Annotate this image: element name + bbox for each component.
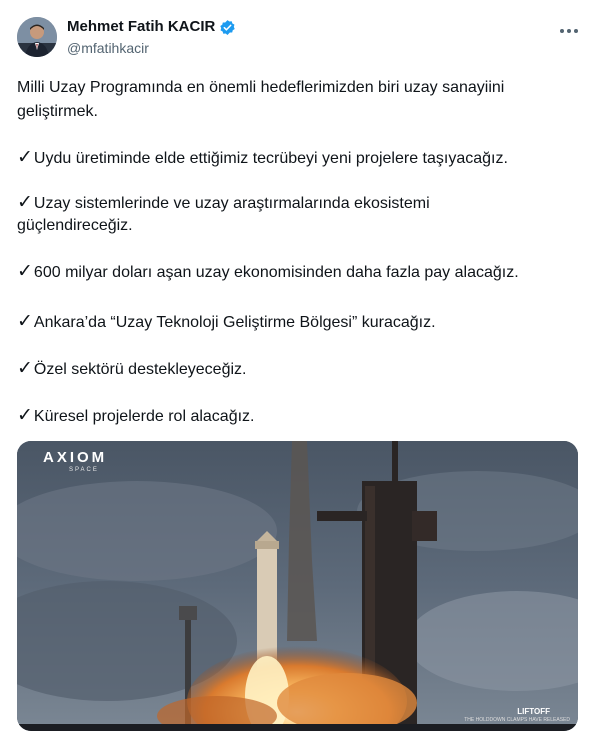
check-icon: ✓ — [17, 404, 33, 426]
list-item-text: Uzay sistemlerinde ve uzay araştırmalarında ekosistemi — [33, 195, 430, 212]
author-handle[interactable]: @mfatihkacir — [67, 40, 149, 56]
media-logo: AXIOM — [43, 449, 108, 466]
tweet-header — [17, 17, 583, 61]
more-options-icon[interactable] — [557, 21, 581, 41]
list-item-continuation: güçlendireceğiz. — [17, 217, 133, 234]
verified-badge-icon — [219, 19, 236, 36]
list-item-text: Uydu üretiminde elde ettiğimiz tecrübeyi yeni projelere taşıyacağız. — [33, 150, 508, 167]
list-item — [17, 190, 430, 216]
rocket-launch-image — [17, 441, 578, 731]
list-item — [17, 145, 508, 171]
list-item-text: Özel sektörü destekleyeceğiz. — [33, 361, 247, 378]
check-icon: ✓ — [17, 260, 33, 282]
media-logo-sub: SPACE — [69, 467, 99, 473]
list-item-text: Ankara’da “Uzay Teknoloji Geliştirme Bölgesi” kuracağız. — [33, 314, 436, 331]
list-item-text: 600 milyar doları aşan uzay ekonomisinden daha fazla pay alacağız. — [33, 264, 519, 281]
media-overlay-title: LIFTOFF — [517, 707, 550, 716]
list-item — [17, 259, 519, 285]
check-icon: ✓ — [17, 191, 33, 213]
check-icon: ✓ — [17, 357, 33, 379]
list-item — [17, 403, 254, 429]
list-item-text: Küresel projelerde rol alacağız. — [33, 408, 255, 425]
intro-line-2: geliştirmek. — [17, 103, 98, 120]
avatar[interactable] — [17, 17, 57, 57]
list-item — [17, 356, 246, 382]
check-icon: ✓ — [17, 146, 33, 168]
media-overlay-subtitle: THE HOLDDOWN CLAMPS HAVE RELEASED — [464, 717, 570, 723]
author-display-name[interactable]: Mehmet Fatih KACIR — [67, 18, 216, 35]
check-icon: ✓ — [17, 310, 33, 332]
intro-line-1: Milli Uzay Programında en önemli hedeflerimizden biri uzay sanayiini — [17, 79, 505, 96]
media-image[interactable] — [17, 441, 578, 731]
list-item — [17, 309, 436, 335]
